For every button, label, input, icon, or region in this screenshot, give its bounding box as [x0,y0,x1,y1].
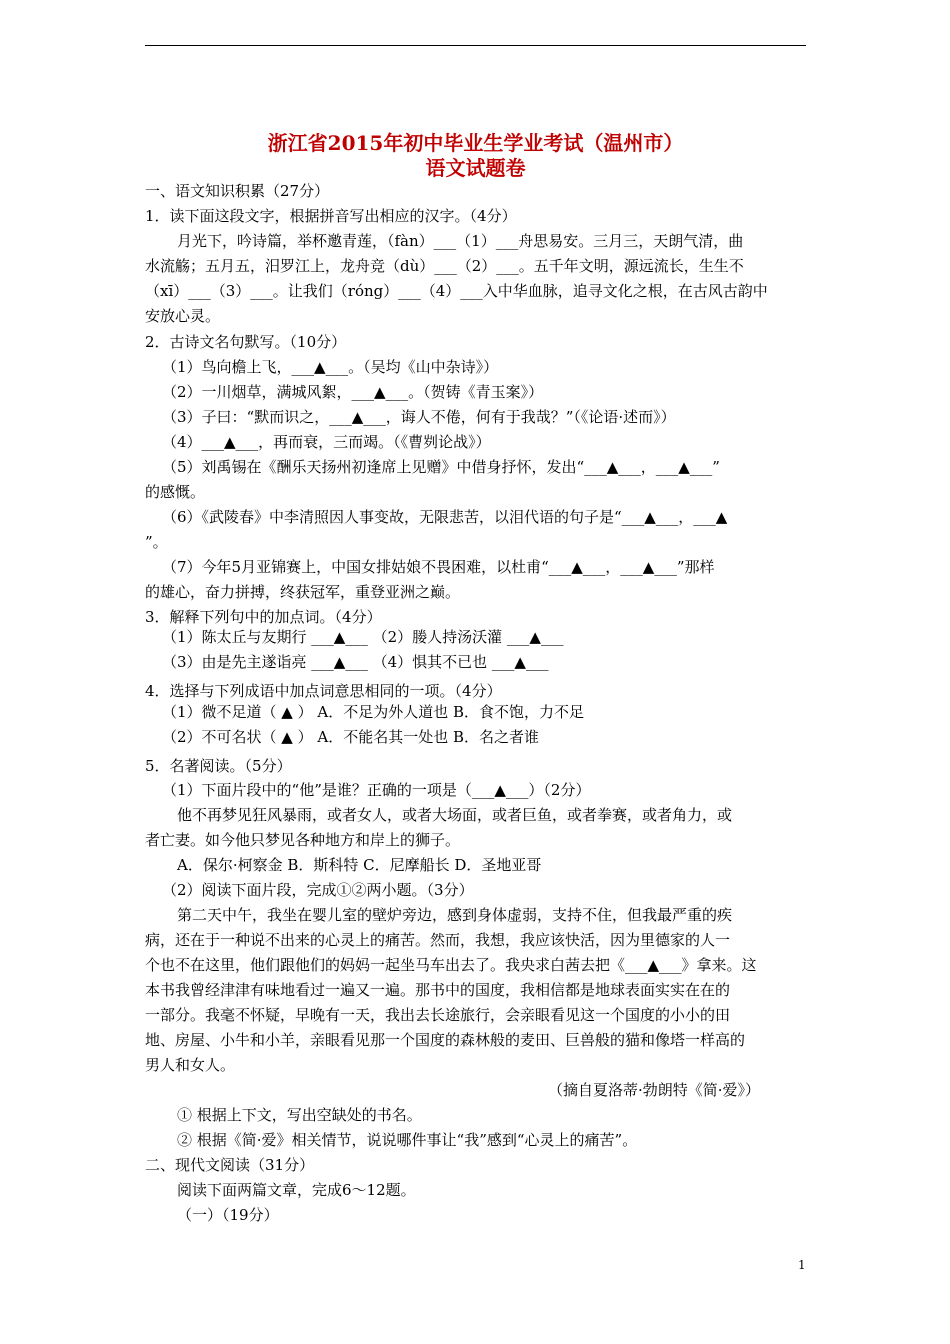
exam-title: 浙江省2015年初中毕业生学业考试（温州市） [267,131,684,155]
text-line: （1）鸟向檐上飞，___▲___。（吴均《山中杂诗》） [162,358,499,376]
header-rule [145,45,806,46]
page-number: 1 [798,1258,806,1272]
text-line: （2）阅读下面片段，完成①②两小题。（3分） [162,881,474,899]
text-line: 他不再梦见狂风暴雨，或者女人，或者大场面，或者巨鱼，或者拳赛，或者角力，或 [177,806,733,824]
text-line: （5）刘禹锡在《酬乐天扬州初逢席上见赠》中借身抒怀，发出“___▲___，___▲___” [162,458,720,476]
text-line: 一部分。我毫不怀疑，早晚有一天，我出去长途旅行，会亲眼看见这一个国度的小小的田 [145,1006,731,1024]
text-line: 水流觞；五月五，汨罗江上，龙舟竞（dù）___（2）___。五千年文明，源远流长，生生不 [145,257,744,275]
text-line: 二、现代文阅读（31分） [145,1156,315,1174]
text-line: 本书我曾经津津有味地看过一遍又一遍。那书中的国度，我相信都是地球表面实实在在的 [145,981,731,999]
text-line: （2）一川烟草，满城风絮，___▲___。（贺铸《青玉案》） [162,383,544,401]
text-line: 的雄心，奋力拼搏，终获冠军，重登亚洲之巅。 [145,583,461,601]
text-line: 3．解释下列句中的加点词。（4分） [145,608,382,626]
text-line: ① 根据上下文，写出空缺处的书名。 [177,1106,422,1124]
text-line: 者亡妻。如今他只梦见各种地方和岸上的狮子。 [145,831,461,849]
text-line: （一）（19分） [177,1206,279,1224]
text-line: 第二天中午，我坐在婴儿室的壁炉旁边，感到身体虚弱，支持不住，但我最严重的疾 [177,906,733,924]
text-line: 男人和女人。 [145,1056,236,1074]
exam-subtitle: 语文试题卷 [425,156,526,180]
text-line: 月光下，吟诗篇，举杯邀青莲，（fàn）___（1）___舟思易安。三月三，天朗气清，曲 [177,232,744,250]
text-line: （xī）___（3）___。让我们（róng）___（4）___入中华血脉，追寻文化之根，在古风古韵中 [145,282,768,300]
text-line: （3）由是先主遂诣亮 ___▲___ （4）惧其不已也 ___▲___ [162,653,549,671]
text-line: （7）今年5月亚锦赛上，中国女排姑娘不畏困难，以杜甫“___▲___，___▲___”那样 [162,558,715,576]
text-line: 5．名著阅读。（5分） [145,757,292,775]
text-line: （1）下面片段中的“他”是谁？正确的一项是（___▲___）（2分） [162,781,591,799]
text-line: 4．选择与下列成语中加点词意思相同的一项。（4分） [145,682,502,700]
text-line: 的感慨。 [145,483,206,501]
text-line: 安放心灵。 [145,307,221,325]
text-line: ”。 [145,533,168,551]
text-line: （6）《武陵春》中李清照因人事变故，无限悲苦，以泪代语的句子是“___▲___，___▲ [162,508,728,526]
text-line: ② 根据《简·爱》相关情节，说说哪件事让“我”感到“心灵上的痛苦”。 [177,1131,638,1149]
text-line: 病，还在于一种说不出来的心灵上的痛苦。然而，我想，我应该快活，因为里德家的人一 [145,931,731,949]
text-line: （4）___▲___，再而衰，三而竭。（《曹刿论战》） [162,433,491,451]
text-line: 阅读下面两篇文章，完成6～12题。 [177,1181,416,1199]
text-line: （摘自夏洛蒂·勃朗特《简·爱》） [548,1081,761,1099]
text-line: A．保尔·柯察金 B．斯科特 C．尼摩船长 D．圣地亚哥 [177,856,542,874]
text-line: 个也不在这里，他们跟他们的妈妈一起坐马车出去了。我央求白茜去把《___▲___》拿来。这 [145,956,757,974]
text-line: （1）陈太丘与友期行 ___▲___ （2）媵人持汤沃灌 ___▲___ [162,628,564,646]
text-line: （1）微不足道（ ▲ ） A．不足为外人道也 B．食不饱，力不足 [162,703,585,721]
text-line: （3）子曰：“默而识之，___▲___，诲人不倦，何有于我哉？”（《论语·述而》） [162,408,676,426]
text-line: 一、语文知识积累（27分） [145,182,330,200]
text-line: （2）不可名状（ ▲ ） A．不能名其一处也 B．名之者谁 [162,728,540,746]
text-line: 2．古诗文名句默写。（10分） [145,333,347,351]
text-line: 地、房屋、小牛和小羊，亲眼看见那一个国度的森林般的麦田、巨兽般的猫和像塔一样高的 [145,1031,746,1049]
text-line: 1．读下面这段文字，根据拼音写出相应的汉字。（4分） [145,207,517,225]
